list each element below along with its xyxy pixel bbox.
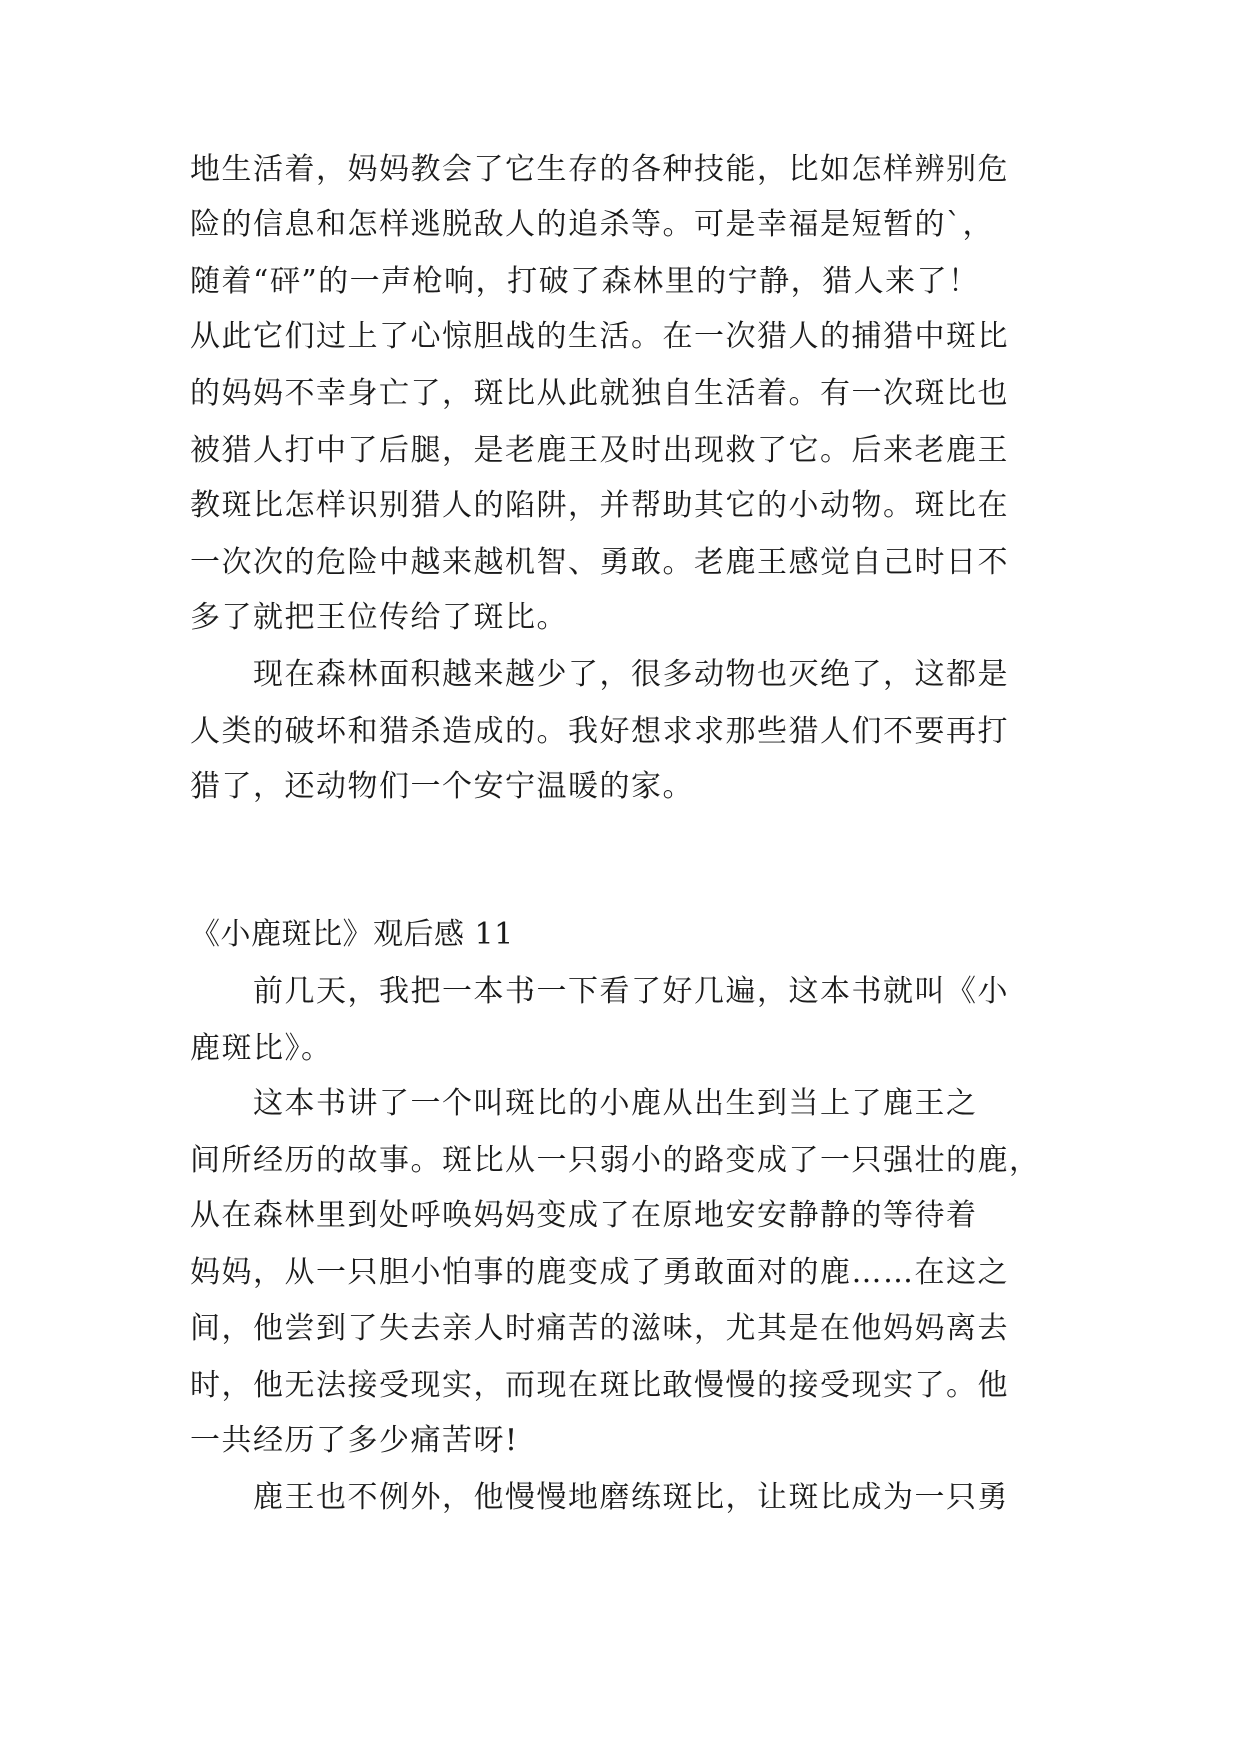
text-line: 多了就把王位传给了斑比。 (190, 600, 568, 635)
text-line: 前几天，我把一本书一下看了好几遍，这本书就叫《小 (190, 974, 1009, 1009)
text-line: 的妈妈不幸身亡了，斑比从此就独自生活着。有一次斑比也 (190, 376, 1009, 411)
text-line: 从此它们过上了心惊胆战的生活。在一次猎人的捕猎中斑比 (190, 319, 1009, 354)
text-line: 随着“砰”的一声枪响，打破了森林里的宁静，猎人来了！ (190, 264, 980, 299)
section-heading: 《小鹿斑比》观后感 11 (190, 917, 514, 952)
text-line: 鹿斑比》。 (190, 1031, 333, 1066)
text-line: 猎了，还动物们一个安宁温暖的家。 (190, 769, 694, 804)
text-line: 间所经历的故事。斑比从一只弱小的路变成了一只强壮的鹿， (190, 1143, 1041, 1178)
text-line: 一共经历了多少痛苦呀! (190, 1423, 519, 1458)
text-line: 险的信息和怎样逃脱敌人的追杀等。可是幸福是短暂的`， (190, 207, 994, 242)
text-line: 鹿王也不例外，他慢慢地磨练斑比，让斑比成为一只勇 (190, 1480, 1009, 1515)
text-line: 从在森林里到处呼唤妈妈变成了在原地安安静静的等待着 (190, 1198, 978, 1233)
text-line: 时，他无法接受现实，而现在斑比敢慢慢的接受现实了。他 (190, 1368, 1009, 1403)
text-line: 一次次的危险中越来越机智、勇敢。老鹿王感觉自己时日不 (190, 545, 1009, 580)
text-line: 现在森林面积越来越少了，很多动物也灭绝了，这都是 (190, 657, 1009, 692)
text-line: 教斑比怎样识别猎人的陷阱，并帮助其它的小动物。斑比在 (190, 488, 1009, 523)
text-line: 被猎人打中了后腿，是老鹿王及时出现救了它。后来老鹿王 (190, 433, 1009, 468)
text-line: 这本书讲了一个叫斑比的小鹿从出生到当上了鹿王之 (190, 1086, 978, 1121)
text-line: 妈妈，从一只胆小怕事的鹿变成了勇敢面对的鹿……在这之 (190, 1255, 1009, 1290)
text-line: 间，他尝到了失去亲人时痛苦的滋味，尤其是在他妈妈离去 (190, 1311, 1009, 1346)
text-line: 地生活着，妈妈教会了它生存的各种技能，比如怎样辨别危 (190, 152, 1009, 187)
text-line: 人类的破坏和猎杀造成的。我好想求求那些猎人们不要再打 (190, 714, 1009, 749)
